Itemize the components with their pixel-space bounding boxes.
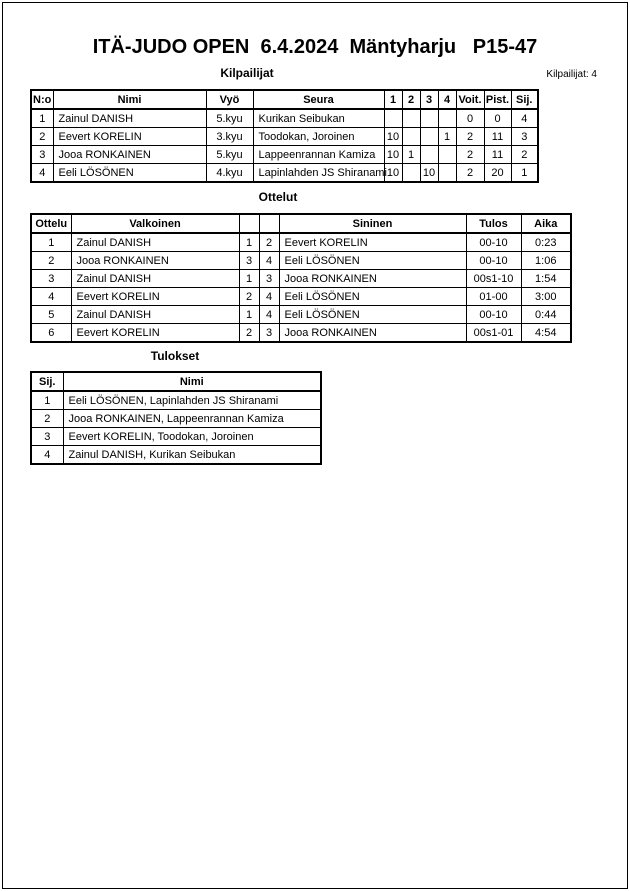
cell-result: 00s1-01 [466, 324, 521, 343]
competitor-row [31, 109, 538, 128]
result-row [31, 391, 321, 410]
cell-place: 4 [31, 446, 63, 465]
cell-blue-name: Eeli LÖSÖNEN [279, 288, 466, 306]
col-header-white: Valkoinen [71, 214, 239, 233]
competitors-count-label: Kilpailijat: 4 [546, 69, 597, 80]
cell-place: 3 [511, 128, 538, 146]
cell-points: 20 [484, 164, 511, 183]
cell-belt: 3.kyu [206, 128, 253, 146]
cell-score-3: 10 [420, 164, 438, 183]
competitors-table [30, 89, 539, 183]
cell-match-no: 5 [31, 306, 71, 324]
cell-blue-no: 3 [259, 324, 279, 343]
cell-time: 1:06 [521, 252, 571, 270]
cell-blue-name: Eeli LÖSÖNEN [279, 306, 466, 324]
cell-score-1 [384, 109, 402, 128]
col-header-belt: Vyö [206, 90, 253, 109]
cell-time: 0:44 [521, 306, 571, 324]
col-header-match: Ottelu [31, 214, 71, 233]
cell-belt: 4.kyu [206, 164, 253, 183]
cell-score-4: 1 [438, 128, 456, 146]
col-header-round-1: 1 [384, 90, 402, 109]
cell-blue-name: Eeli LÖSÖNEN [279, 252, 466, 270]
cell-score-3 [420, 146, 438, 164]
match-row [31, 324, 571, 343]
cell-score-3 [420, 128, 438, 146]
cell-no: 2 [31, 128, 53, 146]
result-row [31, 428, 321, 446]
cell-name: Zainul DANISH [53, 109, 206, 128]
cell-name: Eevert KORELIN [53, 128, 206, 146]
cell-blue-no: 3 [259, 270, 279, 288]
cell-club: Toodokan, Joroinen [253, 128, 384, 146]
col-header-name: Nimi [63, 372, 321, 391]
col-header-blue-no [259, 214, 279, 233]
cell-white-name: Zainul DANISH [71, 233, 239, 252]
col-header-no: N:o [31, 90, 53, 109]
results-heading: Tulokset [150, 349, 200, 363]
col-header-time: Aika [521, 214, 571, 233]
results-table [30, 371, 322, 465]
matches-heading: Ottelut [258, 190, 298, 204]
cell-blue-no: 4 [259, 252, 279, 270]
col-header-round-4: 4 [438, 90, 456, 109]
cell-white-no: 1 [239, 306, 259, 324]
cell-name: Eeli LÖSÖNEN, Lapinlahden JS Shiranami [63, 391, 321, 410]
col-header-place: Sij. [31, 372, 63, 391]
competitor-row [31, 146, 538, 164]
cell-white-no: 3 [239, 252, 259, 270]
cell-white-no: 2 [239, 324, 259, 343]
cell-white-name: Zainul DANISH [71, 306, 239, 324]
cell-score-2: 1 [402, 146, 420, 164]
cell-white-no: 1 [239, 233, 259, 252]
cell-points: 11 [484, 128, 511, 146]
cell-club: Lappeenrannan Kamiza [253, 146, 384, 164]
cell-no: 3 [31, 146, 53, 164]
matches-header-row [31, 214, 571, 233]
cell-match-no: 6 [31, 324, 71, 343]
cell-no: 4 [31, 164, 53, 183]
cell-no: 1 [31, 109, 53, 128]
cell-score-2 [402, 109, 420, 128]
cell-name: Eeli LÖSÖNEN [53, 164, 206, 183]
col-header-result: Tulos [466, 214, 521, 233]
cell-match-no: 3 [31, 270, 71, 288]
cell-points: 11 [484, 146, 511, 164]
cell-blue-no: 4 [259, 288, 279, 306]
cell-white-name: Eevert KORELIN [71, 288, 239, 306]
cell-score-3 [420, 109, 438, 128]
cell-belt: 5.kyu [206, 109, 253, 128]
cell-white-name: Jooa RONKAINEN [71, 252, 239, 270]
page-title: ITÄ-JUDO OPEN 6.4.2024 Mäntyharju P15-47 [92, 36, 538, 58]
match-row [31, 270, 571, 288]
cell-place: 3 [31, 428, 63, 446]
cell-match-no: 1 [31, 233, 71, 252]
col-header-round-2: 2 [402, 90, 420, 109]
col-header-points: Pist. [484, 90, 511, 109]
cell-blue-name: Jooa RONKAINEN [279, 270, 466, 288]
col-header-club: Seura [253, 90, 384, 109]
cell-match-no: 4 [31, 288, 71, 306]
cell-place: 1 [511, 164, 538, 183]
match-row [31, 252, 571, 270]
cell-wins: 2 [456, 164, 484, 183]
cell-result: 01-00 [466, 288, 521, 306]
competitor-row [31, 164, 538, 183]
cell-score-4 [438, 146, 456, 164]
cell-time: 1:54 [521, 270, 571, 288]
competitors-header-row [31, 90, 538, 109]
cell-name: Jooa RONKAINEN, Lappeenrannan Kamiza [63, 410, 321, 428]
match-row [31, 306, 571, 324]
cell-place: 2 [511, 146, 538, 164]
cell-score-4 [438, 164, 456, 183]
cell-wins: 2 [456, 146, 484, 164]
cell-white-name: Eevert KORELIN [71, 324, 239, 343]
cell-club: Lapinlahden JS Shiranami [253, 164, 384, 183]
cell-points: 0 [484, 109, 511, 128]
cell-result: 00-10 [466, 306, 521, 324]
cell-blue-no: 4 [259, 306, 279, 324]
results-header-row [31, 372, 321, 391]
cell-place: 2 [31, 410, 63, 428]
cell-result: 00s1-10 [466, 270, 521, 288]
cell-wins: 2 [456, 128, 484, 146]
cell-blue-no: 2 [259, 233, 279, 252]
col-header-round-3: 3 [420, 90, 438, 109]
cell-score-1: 10 [384, 128, 402, 146]
cell-name: Eevert KORELIN, Toodokan, Joroinen [63, 428, 321, 446]
matches-table [30, 213, 572, 343]
cell-wins: 0 [456, 109, 484, 128]
cell-belt: 5.kyu [206, 146, 253, 164]
cell-blue-name: Jooa RONKAINEN [279, 324, 466, 343]
cell-result: 00-10 [466, 233, 521, 252]
competitors-heading: Kilpailijat [220, 66, 274, 80]
cell-place: 1 [31, 391, 63, 410]
match-row [31, 233, 571, 252]
cell-white-name: Zainul DANISH [71, 270, 239, 288]
cell-time: 3:00 [521, 288, 571, 306]
match-row [31, 288, 571, 306]
col-header-place: Sij. [511, 90, 538, 109]
col-header-wins: Voit. [456, 90, 484, 109]
cell-score-2 [402, 164, 420, 183]
col-header-blue: Sininen [279, 214, 466, 233]
result-row [31, 446, 321, 465]
cell-result: 00-10 [466, 252, 521, 270]
cell-name: Jooa RONKAINEN [53, 146, 206, 164]
cell-score-1: 10 [384, 146, 402, 164]
cell-club: Kurikan Seibukan [253, 109, 384, 128]
result-row [31, 410, 321, 428]
cell-score-2 [402, 128, 420, 146]
cell-place: 4 [511, 109, 538, 128]
cell-white-no: 2 [239, 288, 259, 306]
col-header-white-no [239, 214, 259, 233]
competitor-row [31, 128, 538, 146]
cell-time: 4:54 [521, 324, 571, 343]
cell-blue-name: Eevert KORELIN [279, 233, 466, 252]
col-header-name: Nimi [53, 90, 206, 109]
cell-white-no: 1 [239, 270, 259, 288]
cell-score-4 [438, 109, 456, 128]
cell-match-no: 2 [31, 252, 71, 270]
cell-name: Zainul DANISH, Kurikan Seibukan [63, 446, 321, 465]
cell-score-1: 10 [384, 164, 402, 183]
cell-time: 0:23 [521, 233, 571, 252]
